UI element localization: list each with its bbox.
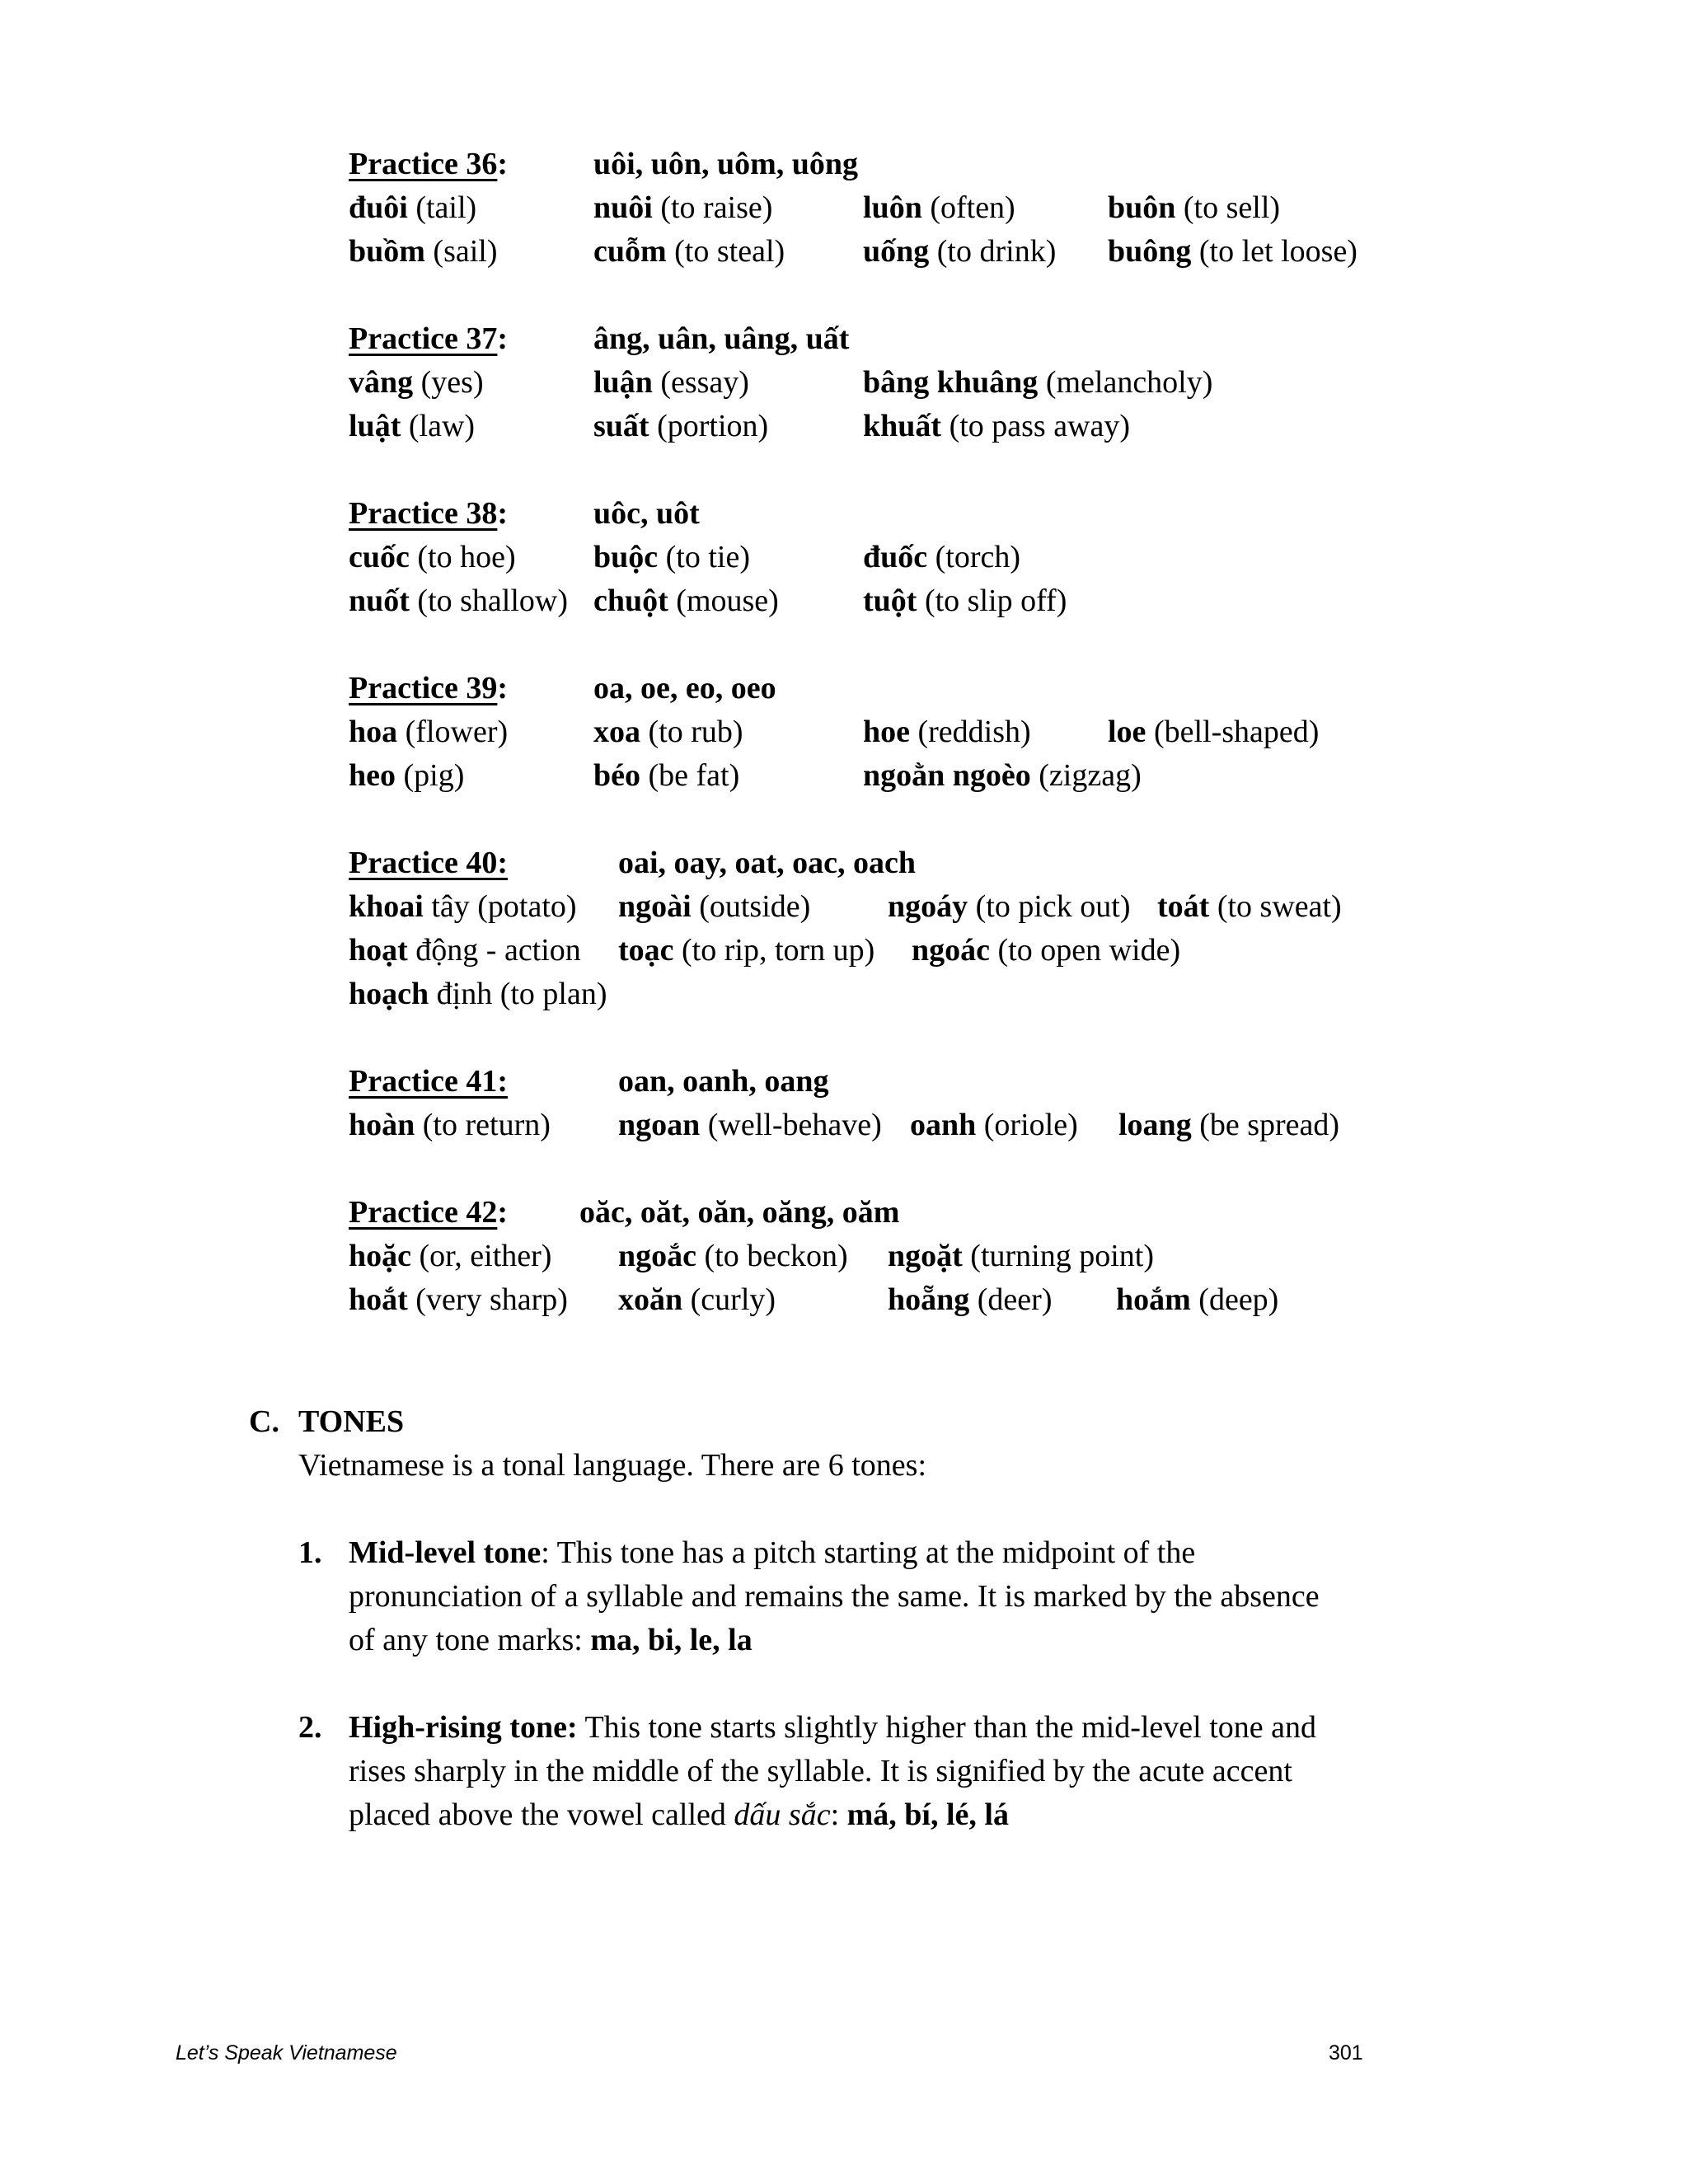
bold-text: khoai xyxy=(349,889,424,924)
practice-41-sounds xyxy=(618,1066,829,1097)
practice-37-word xyxy=(863,367,1212,398)
practice-40-word xyxy=(912,935,1180,966)
bold-text: ngoằn ngoèo xyxy=(863,758,1031,793)
text: (to sweat) xyxy=(1209,889,1342,924)
bold-text: hoạch xyxy=(349,977,429,1011)
text: tây (potato) xyxy=(423,889,577,924)
practice-37-word xyxy=(349,410,475,442)
bold-text: má, bí, lé, lá xyxy=(846,1797,1009,1832)
bold-text: xoăn xyxy=(618,1282,683,1317)
practice-38-word xyxy=(349,585,568,616)
text: (to steal) xyxy=(666,234,785,269)
bold-text: : xyxy=(497,1195,509,1230)
bold-text: khuất xyxy=(863,409,942,443)
text: (essay) xyxy=(652,365,749,400)
practice-36-word xyxy=(349,236,498,267)
practice-41-word xyxy=(618,1109,882,1141)
practice-40-word xyxy=(349,935,581,966)
bold-text: heo xyxy=(349,758,396,793)
bold-text: TONES xyxy=(298,1404,405,1439)
text: (very sharp) xyxy=(407,1282,568,1317)
text: (to drink) xyxy=(929,234,1057,269)
practice-40-word xyxy=(618,891,810,922)
text: (melancholy) xyxy=(1038,365,1213,400)
text: (well-behave) xyxy=(700,1108,882,1142)
practice-39-word xyxy=(349,716,508,748)
text: This tone starts slightly higher than the mid-level tone and xyxy=(577,1710,1316,1745)
bold-text: luật xyxy=(349,409,401,443)
bold-text: hoẵng xyxy=(888,1282,970,1317)
practice-39-word xyxy=(593,716,743,748)
text: (oriole) xyxy=(976,1108,1078,1142)
bold-text: loe xyxy=(1108,715,1146,749)
section-intro: Vietnamese is a tonal language. There are 6 tones: xyxy=(298,1448,927,1483)
practice-42-word xyxy=(888,1240,1154,1272)
text: Practice 42 xyxy=(349,1195,498,1230)
tone-item-2-line xyxy=(349,1799,1009,1830)
practice-39-sounds xyxy=(593,673,776,704)
practice-39-word xyxy=(349,760,464,791)
practice-36-word xyxy=(863,192,1015,223)
bold-text: oan, oanh, oang xyxy=(618,1064,829,1099)
text: động - action xyxy=(407,933,581,968)
bold-text: oanh xyxy=(910,1108,977,1142)
bold-text: Mid-level tone xyxy=(349,1535,542,1570)
tone-item-number xyxy=(298,1712,322,1743)
text: dấu sắc xyxy=(734,1797,831,1832)
bold-text: hoắt xyxy=(349,1282,408,1317)
section-letter xyxy=(249,1406,279,1437)
tone-item-2-line: rises sharply in the middle of the syllable. It is signified by the acute accent xyxy=(349,1754,1292,1788)
text: (to hoe) xyxy=(409,540,516,574)
text: (to rip, torn up) xyxy=(673,933,875,968)
bold-text: hoàn xyxy=(349,1108,415,1142)
bold-text: cuỗm xyxy=(593,234,667,269)
bold-text: vâng xyxy=(349,365,414,400)
practice-41-word xyxy=(349,1109,551,1141)
footer-book-title: Let’s Speak Vietnamese xyxy=(176,2041,397,2064)
text: (to rub) xyxy=(640,715,743,749)
text: Practice 40: xyxy=(349,846,509,880)
text: (to sell) xyxy=(1175,190,1281,225)
text: : This tone has a pitch starting at the midpoint of the xyxy=(541,1535,1196,1570)
text: placed above the vowel called xyxy=(349,1797,734,1832)
text: (yes) xyxy=(413,365,484,400)
practice-42-heading xyxy=(349,1197,508,1228)
bold-text: béo xyxy=(593,758,640,793)
text: (bell-shaped) xyxy=(1146,715,1320,749)
bold-text: ngoắc xyxy=(618,1239,696,1273)
bold-text: hoặc xyxy=(349,1239,411,1273)
practice-39-heading xyxy=(349,673,508,704)
bold-text: hoa xyxy=(349,715,398,749)
practice-40-word xyxy=(349,891,577,922)
bold-text: xoa xyxy=(593,715,640,749)
text: (to shallow) xyxy=(409,583,568,618)
practice-38-word xyxy=(349,541,516,573)
practice-36-word xyxy=(1108,192,1280,223)
practice-42-sounds xyxy=(579,1197,899,1228)
bold-text: ngoan xyxy=(618,1108,701,1142)
text: (outside) xyxy=(691,889,811,924)
practice-41-word xyxy=(910,1109,1078,1141)
text: (tail) xyxy=(407,190,477,225)
text: (to pick out) xyxy=(968,889,1131,924)
bold-text: chuột xyxy=(593,583,668,618)
bold-text: luận xyxy=(593,365,653,400)
practice-42-word xyxy=(888,1284,1052,1315)
text: (pig) xyxy=(396,758,465,793)
bold-text: buông xyxy=(1108,234,1192,269)
text: Practice 38 xyxy=(349,496,498,531)
bold-text: ngoáy xyxy=(888,889,968,924)
practice-42-word xyxy=(1116,1284,1278,1315)
practice-40-sounds xyxy=(618,847,916,879)
text: (deer) xyxy=(969,1282,1053,1317)
bold-text: hoe xyxy=(863,715,910,749)
practice-40-word xyxy=(888,891,1131,922)
practice-39-word xyxy=(593,760,739,791)
text: : xyxy=(830,1797,847,1832)
footer-page-number: 301 xyxy=(1329,2041,1363,2064)
tone-item-1-line xyxy=(349,1537,1195,1568)
text: (reddish) xyxy=(910,715,1031,749)
text: định (to plan) xyxy=(429,977,607,1011)
practice-36-word xyxy=(1108,236,1357,267)
text: (be fat) xyxy=(640,758,740,793)
text: (to pass away) xyxy=(941,409,1131,443)
text: (turning point) xyxy=(962,1239,1154,1273)
practice-40-word xyxy=(349,978,607,1010)
bold-text: đuốc xyxy=(863,540,928,574)
practice-37-sounds xyxy=(593,323,849,354)
practice-36-sounds xyxy=(593,148,858,180)
text: (sail) xyxy=(424,234,498,269)
bold-text: 1. xyxy=(298,1535,322,1570)
bold-text: buôn xyxy=(1108,190,1176,225)
bold-text: nuôi xyxy=(593,190,653,225)
text: (flower) xyxy=(397,715,509,749)
practice-38-heading xyxy=(349,498,508,529)
bold-text: suất xyxy=(593,409,649,443)
practice-39-word xyxy=(863,716,1031,748)
practice-40-word xyxy=(1157,891,1342,922)
text: (or, either) xyxy=(411,1239,552,1273)
practice-42-word xyxy=(618,1284,776,1315)
bold-text: buồm xyxy=(349,234,425,269)
practice-37-word xyxy=(593,367,749,398)
bold-text: : xyxy=(497,321,509,356)
text: (curly) xyxy=(682,1282,776,1317)
bold-text: buộc xyxy=(593,540,659,574)
text: Practice 39 xyxy=(349,671,498,705)
text: (deep) xyxy=(1190,1282,1279,1317)
bold-text: : xyxy=(497,496,509,531)
bold-text: High-rising tone: xyxy=(349,1710,578,1745)
practice-40-word xyxy=(618,935,874,966)
practice-41-word xyxy=(1118,1109,1339,1141)
practice-37-word xyxy=(593,410,768,442)
practice-36-word xyxy=(863,236,1056,267)
text: (to raise) xyxy=(652,190,773,225)
bold-text: tuột xyxy=(863,583,917,618)
text: (to beckon) xyxy=(696,1239,848,1273)
practice-38-word xyxy=(593,585,779,616)
bold-text: ngoặt xyxy=(888,1239,963,1273)
practice-39-word xyxy=(1108,716,1319,748)
bold-text: : xyxy=(497,147,509,181)
bold-text: loang xyxy=(1118,1108,1192,1142)
text: (mouse) xyxy=(668,583,779,618)
bold-text: uôi, uôn, uôm, uông xyxy=(593,147,859,181)
practice-36-word xyxy=(593,236,785,267)
bold-text: ma, bi, le, la xyxy=(590,1623,753,1657)
practice-37-heading xyxy=(349,323,508,354)
practice-36-word xyxy=(349,192,476,223)
text: (portion) xyxy=(649,409,769,443)
bold-text: : xyxy=(497,671,509,705)
bold-text: nuốt xyxy=(349,583,410,618)
text: (zigzag) xyxy=(1030,758,1142,793)
bold-text: bâng khuâng xyxy=(863,365,1039,400)
practice-38-word xyxy=(593,541,750,573)
bold-text: 2. xyxy=(298,1710,322,1745)
bold-text: oa, oe, eo, oeo xyxy=(593,671,776,705)
bold-text: toạc xyxy=(618,933,674,968)
bold-text: hoắm xyxy=(1116,1282,1191,1317)
practice-42-word xyxy=(349,1284,568,1315)
bold-text: luôn xyxy=(863,190,922,225)
practice-38-sounds xyxy=(593,498,700,529)
bold-text: cuốc xyxy=(349,540,410,574)
tone-item-1-line xyxy=(349,1624,753,1656)
bold-text: âng, uân, uâng, uất xyxy=(593,321,850,356)
practice-42-word xyxy=(349,1240,551,1272)
tone-item-1-line: pronunciation of a syllable and remains the same. It is marked by the absence xyxy=(349,1579,1320,1614)
bold-text: oăc, oăt, oăn, oăng, oăm xyxy=(579,1195,900,1230)
practice-36-heading xyxy=(349,148,508,180)
bold-text: uống xyxy=(863,234,930,269)
practice-42-word xyxy=(618,1240,848,1272)
bold-text: toát xyxy=(1157,889,1210,924)
text: (torch) xyxy=(927,540,1021,574)
practice-39-word xyxy=(863,760,1142,791)
text: (to return) xyxy=(415,1108,551,1142)
tone-item-number xyxy=(298,1537,322,1568)
text: (to slip off) xyxy=(917,583,1067,618)
text: (to tie) xyxy=(658,540,750,574)
bold-text: uôc, uôt xyxy=(593,496,700,531)
practice-36-word xyxy=(593,192,772,223)
text: Practice 36 xyxy=(349,147,498,181)
text: Practice 41: xyxy=(349,1064,509,1099)
section-title xyxy=(298,1406,404,1437)
text: (often) xyxy=(921,190,1015,225)
bold-text: C. xyxy=(249,1404,279,1439)
bold-text: hoạt xyxy=(349,933,408,968)
practice-41-heading xyxy=(349,1066,508,1097)
text: (to open wide) xyxy=(990,933,1181,968)
practice-38-word xyxy=(863,585,1067,616)
bold-text: oai, oay, oat, oac, oach xyxy=(618,846,916,880)
text: Practice 37 xyxy=(349,321,498,356)
bold-text: đuôi xyxy=(349,190,408,225)
text: of any tone marks: xyxy=(349,1623,591,1657)
text: (to let loose) xyxy=(1191,234,1357,269)
bold-text: ngoài xyxy=(618,889,692,924)
text: (be spread) xyxy=(1191,1108,1340,1142)
practice-38-word xyxy=(863,541,1020,573)
text: (law) xyxy=(401,409,476,443)
practice-37-word xyxy=(349,367,484,398)
practice-37-word xyxy=(863,410,1130,442)
practice-40-heading xyxy=(349,847,508,879)
bold-text: ngoác xyxy=(912,933,990,968)
tone-item-2-line xyxy=(349,1712,1316,1743)
